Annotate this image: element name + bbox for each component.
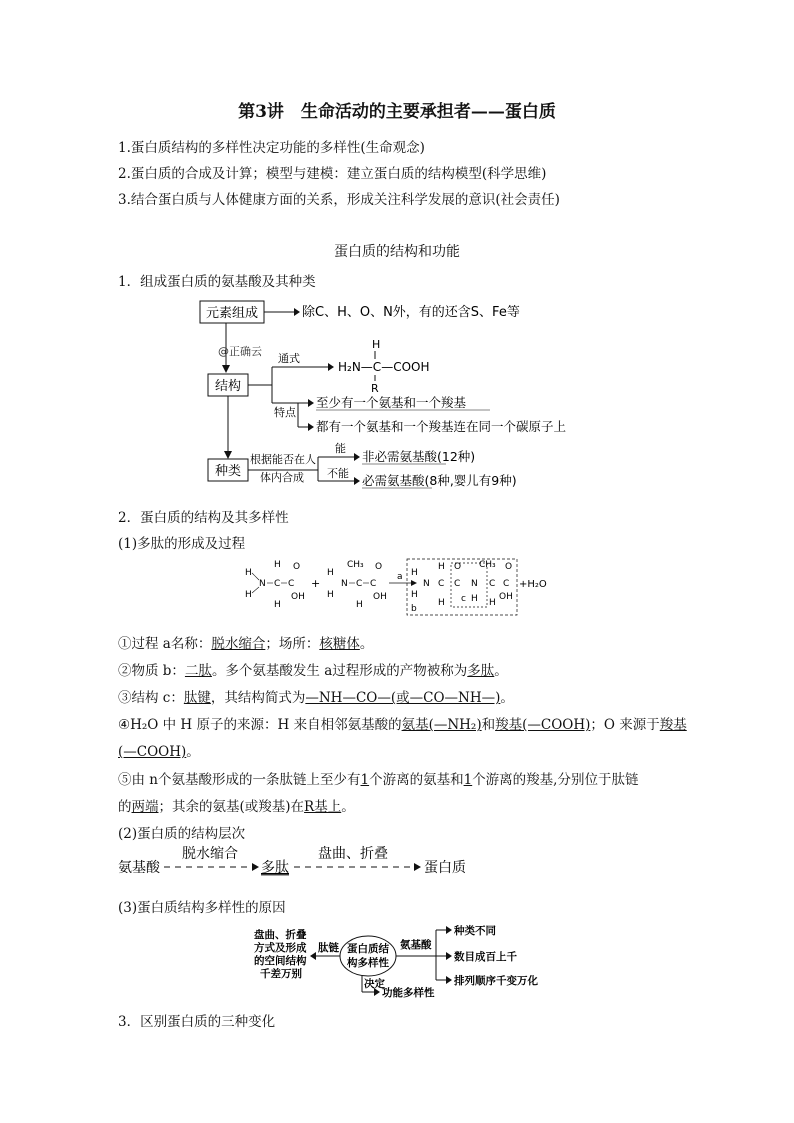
label-c: c (461, 594, 466, 604)
svg-text:肽链: 肽链 (318, 942, 339, 954)
svg-text:H: H (245, 590, 252, 600)
svg-text:H: H (327, 590, 334, 600)
svg-text:H: H (274, 600, 281, 610)
essential: 必需氨基酸(8种,婴儿有9种) (362, 473, 517, 488)
svg-text:C: C (438, 579, 445, 589)
formula-label: 通式 (278, 352, 300, 365)
watermark: @正确云 (218, 345, 262, 358)
formula-main: H₂N—C—COOH (338, 360, 430, 374)
feature-label: 特点 (274, 406, 296, 419)
svg-text:H: H (471, 594, 478, 604)
svg-text:CH₃: CH₃ (347, 560, 364, 570)
svg-text:H: H (411, 568, 418, 578)
svg-text:N: N (471, 579, 478, 589)
svg-text:OH: OH (291, 592, 305, 602)
hierarchy-protein: 蛋白质 (424, 860, 466, 876)
svg-text:千差万别: 千差万别 (260, 968, 302, 980)
item-4: ④H₂O 中 H 原子的来源：H 来自相邻氨基酸的氨基(—NH₂)和羧基(—COOH)；O 来源于羧基 (118, 717, 687, 733)
svg-text:H: H (327, 568, 334, 578)
svg-text:C: C (489, 579, 496, 589)
svg-text:OH: OH (499, 592, 513, 602)
hierarchy-aa: 氨基酸 (118, 860, 160, 876)
item-4-cont: (—COOH)。 (118, 744, 200, 760)
heading-diversity: (3)蛋白质结构多样性的原因 (118, 900, 286, 916)
heading-hierarchy: (2)蛋白质的结构层次 (118, 826, 246, 842)
svg-text:C: C (454, 579, 461, 589)
formula-r: R (371, 382, 379, 395)
svg-text:盘曲、折叠: 盘曲、折叠 (254, 929, 307, 941)
item-5: ⑤由 n个氨基酸形成的一条肽链上至少有1个游离的氨基和1个游离的羧基,分别位于肽链 (118, 772, 639, 788)
amino-acid-diagram (190, 295, 610, 495)
item-2: ②物质 b：二肽。多个氨基酸发生 a过程形成的产物被称为多肽。 (118, 663, 508, 679)
water: +H₂O (519, 579, 547, 590)
heading-structure: 2．蛋白质的结构及其多样性 (118, 510, 289, 526)
svg-text:H: H (356, 600, 363, 610)
svg-text:H: H (438, 598, 445, 608)
svg-text:H: H (274, 560, 281, 570)
heading-amino-acids: 1．组成蛋白质的氨基酸及其种类 (118, 274, 316, 290)
svg-text:H: H (411, 590, 418, 600)
svg-text:N: N (423, 579, 430, 589)
kind-label-2: 体内合成 (260, 471, 304, 484)
item-5-cont: 的两端；其余的氨基(或羧基)在R基上。 (118, 799, 355, 815)
svg-text:C: C (274, 579, 281, 589)
svg-text:决定: 决定 (364, 978, 385, 990)
nonessential: 非必需氨基酸(12种) (362, 449, 476, 464)
elements-box-label: 元素组成 (205, 306, 259, 321)
diversity-center (340, 936, 396, 976)
section-title: 蛋白质的结构和功能 (334, 244, 460, 260)
svg-text:蛋白质结: 蛋白质结 (347, 943, 389, 955)
hierarchy-step1: 脱水缩合 (182, 846, 238, 862)
heading-polypeptide: (1)多肽的形成及过程 (118, 536, 246, 552)
kind-box-label: 种类 (214, 464, 242, 479)
svg-text:C: C (356, 579, 363, 589)
svg-text:N: N (341, 579, 348, 589)
svg-text:氨基酸: 氨基酸 (400, 939, 432, 951)
dipeptide-reaction (243, 557, 553, 619)
svg-text:O: O (375, 562, 383, 572)
svg-text:排列顺序千变万化: 排列顺序千变万化 (454, 975, 538, 987)
svg-text:方式及形成: 方式及形成 (254, 942, 307, 954)
svg-text:数目成百上千: 数目成百上千 (454, 951, 517, 963)
svg-text:OH: OH (373, 592, 387, 602)
hierarchy-step2: 盘曲、折叠 (318, 846, 388, 862)
protein-hierarchy (118, 843, 498, 883)
page-title: 第3讲 生命活动的主要承担者——蛋白质 (238, 102, 556, 122)
feature-1: 至少有一个氨基和一个羧基 (316, 395, 467, 410)
svg-text:O: O (293, 562, 301, 572)
svg-text:H: H (489, 598, 496, 608)
feature-2: 都有一个氨基和一个羧基连在同一个碳原子上 (316, 419, 567, 434)
item-3: ③结构 c：肽键，其结构简式为—NH—CO—(或—CO—NH—)。 (118, 690, 514, 706)
svg-text:C: C (370, 579, 377, 589)
svg-text:C: C (288, 579, 295, 589)
objective-1: 1.蛋白质结构的多样性决定功能的多样性(生命观念) (118, 140, 425, 156)
can-label: 能 (335, 442, 346, 455)
label-b: b (411, 604, 417, 614)
svg-text:O: O (505, 562, 513, 572)
structure-box-label: 结构 (214, 379, 242, 394)
cannot-label: 不能 (327, 467, 349, 480)
svg-text:的空间结构: 的空间结构 (254, 955, 307, 967)
svg-text:H: H (438, 562, 445, 572)
svg-text:N: N (259, 579, 266, 589)
svg-text:构多样性: 构多样性 (347, 957, 389, 969)
objective-2: 2.蛋白质的合成及计算；模型与建模：建立蛋白质的结构模型(科学思维) (118, 166, 547, 182)
hierarchy-peptide: 多肽 (261, 860, 289, 876)
svg-text:功能多样性: 功能多样性 (382, 987, 435, 999)
objective-3: 3.结合蛋白质与人体健康方面的关系，形成关注科学发展的意识(社会责任) (118, 192, 560, 208)
arrow-label-a: a (397, 572, 403, 582)
diversity-diagram (250, 918, 550, 1000)
heading-changes: 3．区别蛋白质的三种变化 (118, 1014, 276, 1030)
svg-text:CH₃: CH₃ (479, 560, 496, 570)
item-1: ①过程 a名称：脱水缩合；场所：核糖体。 (118, 636, 374, 652)
formula-h: H (372, 338, 381, 351)
elements-text: 除C、H、O、N外，有的还含S、Fe等 (302, 305, 520, 320)
kind-label-1: 根据能否在人 (250, 453, 316, 466)
plus-sign: + (311, 577, 321, 590)
svg-text:C: C (503, 579, 510, 589)
svg-text:O: O (454, 562, 462, 572)
svg-text:种类不同: 种类不同 (454, 925, 496, 937)
svg-text:H: H (245, 568, 252, 578)
